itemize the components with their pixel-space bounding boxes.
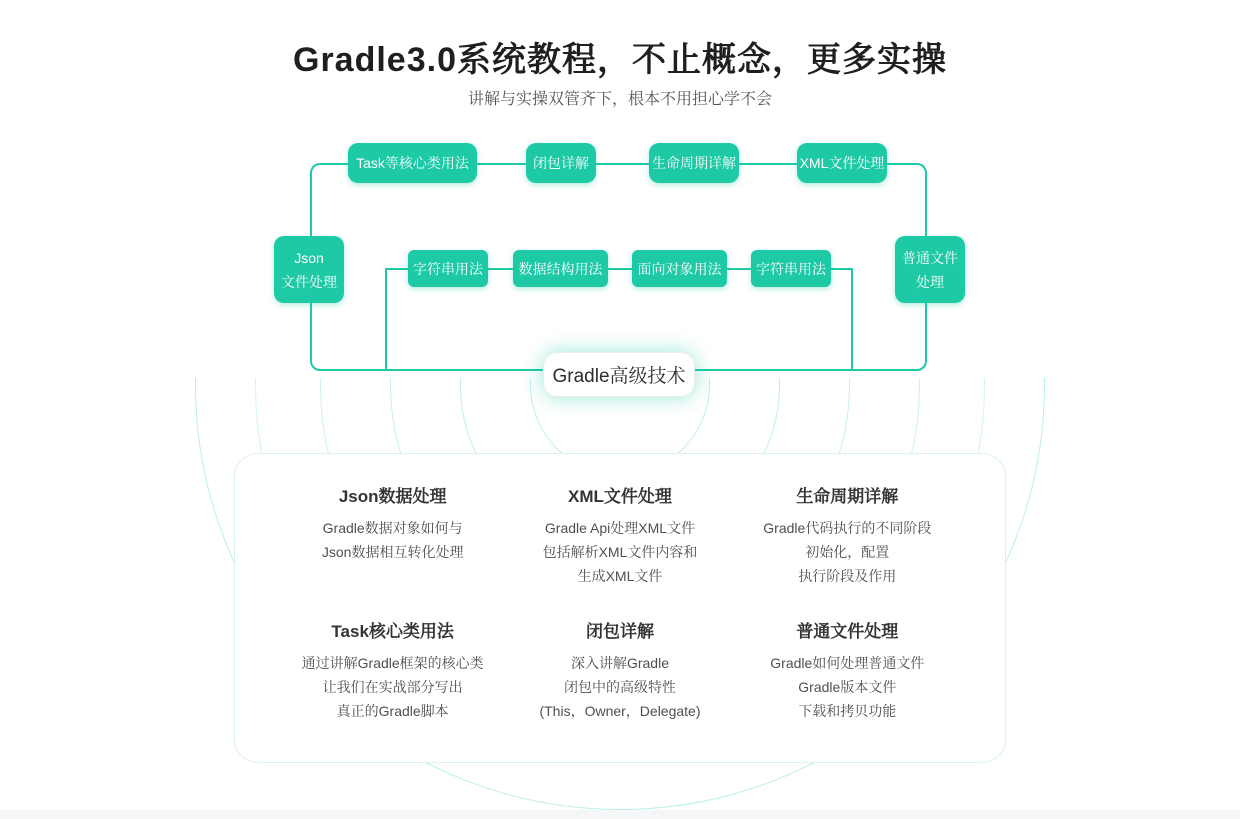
topic-title: 普通文件处理: [796, 622, 899, 641]
page-title: Gradle3.0系统教程，不止概念，更多实操: [293, 41, 947, 79]
topic-line: Gradle版本文件: [798, 679, 897, 695]
topic-line: 深入讲解Gradle: [570, 655, 669, 671]
topic-task-core: [279, 617, 506, 744]
topic-line: Gradle代码执行的不同阶段: [763, 520, 932, 536]
topic-title: 生命周期详解: [796, 487, 899, 506]
mindmap-node-oop: 面向对象用法: [632, 250, 727, 287]
topic-json-data: [279, 482, 506, 609]
topic-line: 闭包中的高级特性: [563, 679, 676, 695]
topic-title: Task核心类用法: [331, 622, 454, 641]
topic-closure: [506, 617, 733, 744]
page-subtitle: 讲解与实操双管齐下，根本不用担心学不会: [467, 91, 772, 108]
topic-line: Json数据相互转化处理: [321, 544, 464, 560]
topic-line: 通过讲解Gradle框架的核心类: [301, 655, 484, 671]
topic-line: (This，Owner，Delegate): [539, 703, 701, 719]
page-bottom-strip: [0, 810, 1240, 819]
mindmap-node-closure: 闭包详解: [526, 143, 596, 183]
topic-line: 生成XML文件: [577, 568, 663, 584]
mindmap-center-label: Gradle高级技术: [543, 352, 695, 397]
topic-line: 包括解析XML文件内容和: [542, 544, 698, 560]
topic-line: 执行阶段及作用: [798, 568, 897, 584]
mindmap-node-plain-file: [895, 236, 965, 303]
mindmap-node-string-usage-2: 字符串用法: [751, 250, 831, 287]
mindmap-node-task-core: Task等核心类用法: [348, 143, 477, 183]
node-label-line: 文件处理: [281, 273, 337, 290]
topic-line: 下载和拷贝功能: [798, 703, 897, 719]
mindmap-node-json-file: [274, 236, 344, 303]
mindmap-node-data-structure: 数据结构用法: [513, 250, 608, 287]
mindmap-node-string-usage-1: 字符串用法: [408, 250, 488, 287]
mindmap-node-lifecycle: 生命周期详解: [649, 143, 739, 183]
topic-line: Gradle Api处理XML文件: [544, 520, 696, 536]
topic-title: Json数据处理: [338, 487, 447, 506]
mindmap-inner-line-right: [851, 268, 853, 371]
node-label-line: Json: [294, 249, 324, 266]
node-label-line: 处理: [916, 273, 944, 290]
topic-lifecycle: [734, 482, 961, 609]
topic-xml-file: [506, 482, 733, 609]
topic-title: XML文件处理: [568, 487, 672, 506]
node-label-line: 普通文件: [902, 249, 958, 266]
course-topics-card: [234, 453, 1006, 763]
mindmap-node-xml: XML文件处理: [797, 143, 887, 183]
topic-line: Gradle如何处理普通文件: [770, 655, 925, 671]
topic-line: 初始化，配置: [805, 544, 890, 560]
topic-line: 真正的Gradle脚本: [336, 703, 449, 719]
topic-line: 让我们在实战部分写出: [322, 679, 463, 695]
topic-plain-file: [734, 617, 961, 744]
topic-title: 闭包详解: [585, 622, 654, 641]
mindmap-inner-line-left: [385, 268, 387, 371]
mindmap-outer-frame: [310, 163, 927, 371]
topic-line: Gradle数据对象如何与: [322, 520, 463, 536]
